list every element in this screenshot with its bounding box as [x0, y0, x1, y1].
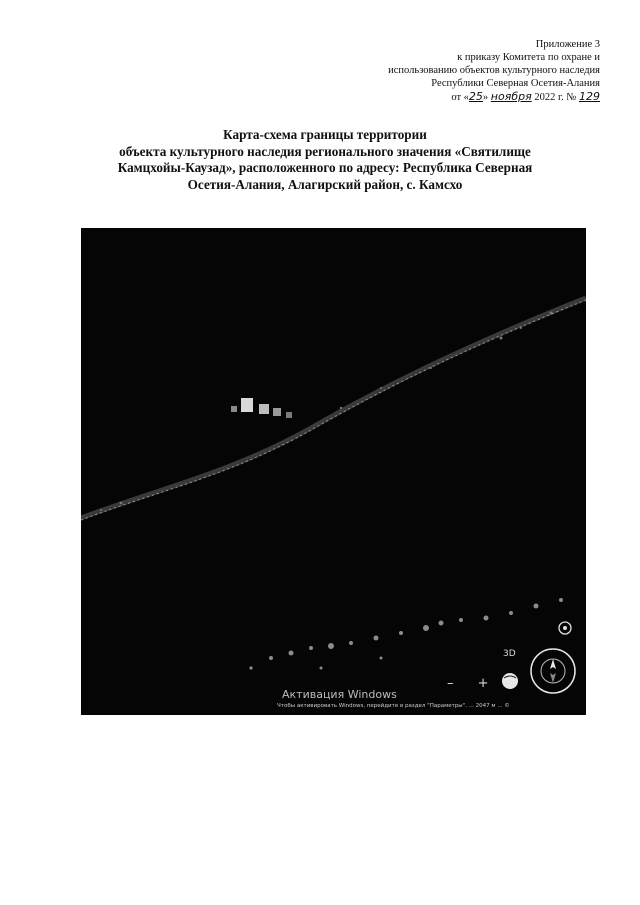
- appendix-header: [300, 38, 600, 104]
- map-zoom-controls[interactable]: – +: [447, 676, 499, 691]
- appendix-order-ref: к приказу Комитета по охране и: [457, 52, 600, 63]
- title-line-2: объекта культурного наследия регионального значения «Святилище: [119, 143, 531, 159]
- windows-activation-watermark: Активация Windows: [282, 688, 397, 701]
- title-line-3: Камцхойы-Каузад», расположенного по адресу: Республика Северная: [117, 160, 533, 175]
- road-edge: [81, 300, 586, 520]
- satellite-map[interactable]: [81, 228, 586, 715]
- sanctuary-buildings: [231, 398, 292, 418]
- map-attribution: Чтобы активировать Windows, перейдите в раздел "Параметры". ... 2047 м ... ©: [277, 703, 510, 709]
- date-year: 2022 г. №: [531, 92, 579, 103]
- title-line-4: Осетия-Алания, Алагирский район, с. Камсхо: [187, 176, 463, 192]
- date-mid: »: [482, 92, 491, 103]
- date-day: 25: [468, 90, 483, 103]
- map-3d-button[interactable]: 3D: [503, 649, 516, 659]
- map-imagery: [81, 228, 586, 715]
- title-line-1: Карта-схема границы территории: [223, 127, 427, 142]
- appendix-label: Приложение 3: [535, 39, 600, 50]
- appendix-committee: использованию объектов культурного наследия: [388, 65, 600, 76]
- appendix-republic: Республики Северная Осетия-Алания: [431, 78, 600, 89]
- order-number: 129: [579, 90, 600, 103]
- appendix-date-line: [300, 90, 600, 104]
- date-prefix: от «: [451, 92, 469, 103]
- document-title: [70, 127, 580, 193]
- date-month: ноября: [490, 90, 532, 103]
